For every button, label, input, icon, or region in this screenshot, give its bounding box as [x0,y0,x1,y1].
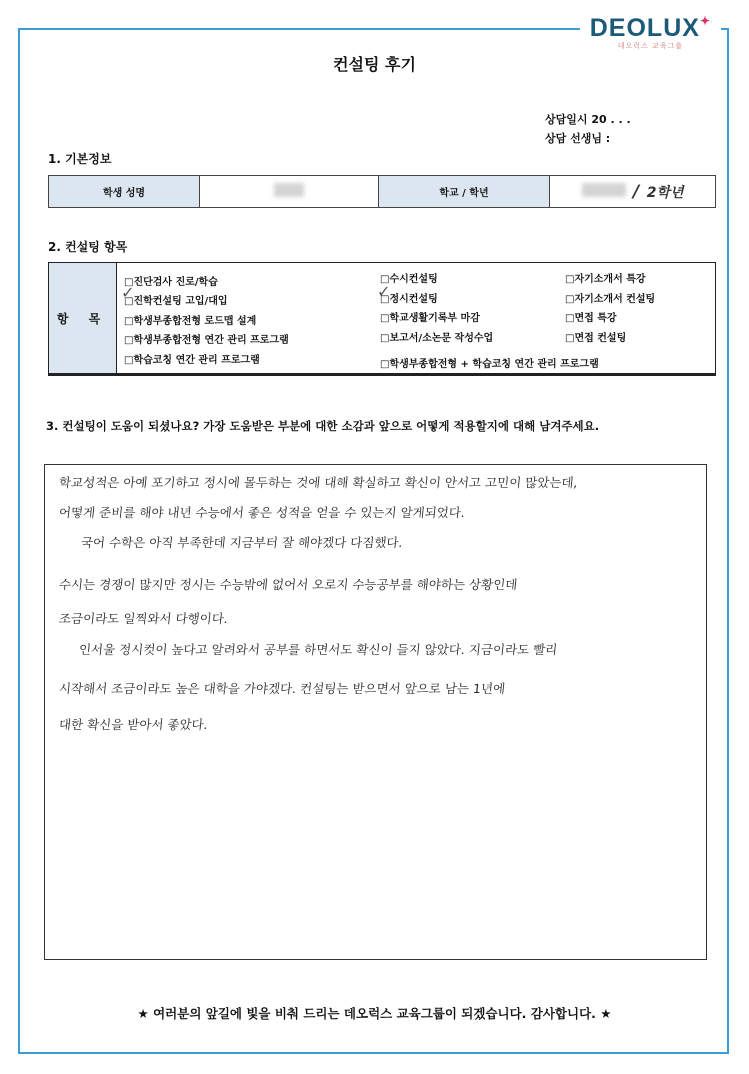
consult-teacher: 상담 선생님 : [545,132,611,145]
item-interview-consulting: □면접 컨설팅 [565,333,627,344]
consulting-items-box [48,262,716,376]
deolux-logo [580,14,721,51]
item-roadmap: □학생부종합전형 로드맵 설계 [124,316,257,327]
item-combined-program: □학생부종합전형 + 학습코칭 연간 관리 프로그램 [380,359,599,370]
grade-handwritten: 2학년 [646,184,684,201]
school-grade-value [550,176,716,208]
checkmark-icon: ✓ [377,282,391,301]
slash-mark: / [632,181,640,202]
answer-line: 대한 확신을 받아서 좋았다. [58,717,209,732]
redacted-name [274,183,304,197]
answer-line: 수시는 경쟁이 많지만 정시는 수능밖에 없어서 오로지 수능공부를 해야하는 상황인데 [58,577,519,592]
item-admission-consulting: □진학컨설팅 고입/대입 [124,296,228,307]
logo-subtitle: 데오럭스 교육그룹 [617,42,684,50]
feedback-question: 3. 컨설팅이 도움이 되셨나요? 가장 도움받은 부분에 대한 소감과 앞으로 어떻게 적용할지에 대해 남겨주세요. [46,419,600,433]
answer-line: 국어 수학은 아직 부족한데 지금부터 잘 해야겠다 다짐했다. [80,535,404,550]
footer-message: ★ 여러분의 앞길에 빛을 비춰 드리는 데오럭스 교육그룹이 되겠습니다. 감사합니다. ★ [137,1006,612,1021]
item-study-coaching: □학습코칭 연간 관리 프로그램 [124,355,260,366]
answer-line: 시작해서 조금이라도 높은 대학을 가야겠다. 컨설팅는 받으면서 앞으로 남는 1년에 [58,681,506,696]
redacted-school [582,183,626,197]
item-report-class: □보고서/소논문 작성수업 [380,333,494,344]
item-regular-consulting: □정시컨설팅 [380,294,438,305]
answer-line: 어떻게 준비를 해야 내년 수능에서 좋은 성적을 얻을 수 있는지 알게되었다. [58,505,466,520]
answer-line: 인서울 정시컷이 높다고 알려와서 공부를 하면서도 확신이 들지 않았다. 지금이라도 빨리 [78,642,559,657]
answer-line: 학교성적은 아예 포기하고 정시에 몰두하는 것에 대해 확실하고 확신이 안서고 고민이 많았는데, [58,475,579,490]
school-grade-label: 학교 / 학년 [379,176,550,208]
item-early-consulting: □수시컨설팅 [380,274,438,285]
item-record-closing: □학교생활기록부 마감 [380,313,480,324]
consult-date: 상담일시 20 . . . [545,113,631,126]
item-annual-program: □학생부종합전형 연간 관리 프로그램 [124,335,289,346]
item-diagnosis: □진단검사 진로/학습 [124,277,218,288]
feedback-answer-box [44,464,707,960]
answer-line: 조금이라도 일찍와서 다행이다. [58,611,229,626]
item-interview-lecture: □면접 특강 [565,313,617,324]
logo-brand: DEOLUX [589,14,700,42]
item-essay-consulting: □자기소개서 컨설팅 [565,294,656,305]
page-title: 컨설팅 후기 [333,55,416,74]
basic-info-table [48,175,716,208]
consult-info [545,110,631,148]
checkmark-icon: ✓ [121,283,135,302]
star-icon: ✦ [699,14,711,28]
section-items-heading: 2. 컨설팅 항목 [48,240,128,254]
student-name-label: 학생 성명 [49,176,200,208]
section-basic-info-heading: 1. 기본정보 [48,152,112,166]
item-essay-lecture: □자기소개서 특강 [565,274,646,285]
student-name-value [200,176,379,208]
items-label: 항 목 [49,263,117,373]
